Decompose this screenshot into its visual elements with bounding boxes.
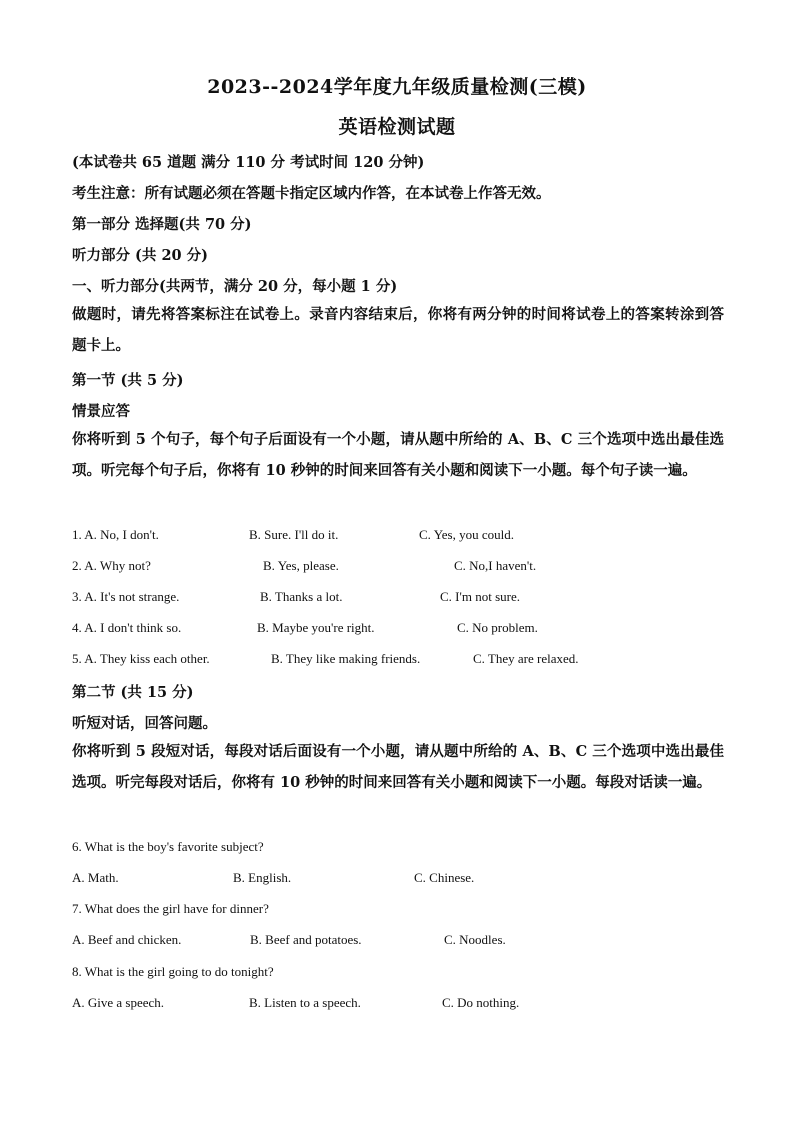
question-row	[72, 527, 732, 545]
option-b: B. Beef and potatoes.	[250, 932, 362, 947]
section-intro: 一、听力部分(共两节，满分 20 分，每小题 1 分)	[72, 278, 398, 295]
question-row	[72, 995, 732, 1013]
option-c: C. Do nothing.	[442, 995, 520, 1010]
option-a: 3. A. It's not strange.	[72, 589, 180, 604]
option-c: C. No,I haven't.	[454, 558, 537, 573]
section2-heading: 第二节 (共 15 分)	[72, 684, 194, 701]
option-a: A. Give a speech.	[72, 995, 165, 1010]
part1-heading: 第一部分 选择题(共 70 分)	[72, 216, 252, 233]
option-c: C. Noodles.	[444, 932, 506, 947]
option-b: B. Maybe you're right.	[257, 620, 375, 635]
section1-subheading: 情景应答	[72, 403, 130, 420]
question-row	[72, 932, 732, 950]
question-stem: 6. What is the boy's favorite subject?	[72, 839, 264, 854]
section2-instruction: 你将听到 5 段短对话，每段对话后面设有一个小题，请从题中所给的 A、B、C 三个选项中选出最佳选项。听完每段对话后，你将有 10 秒钟的时间来回答有关小题和阅读下一小题。每段对话读一遍。	[72, 743, 724, 791]
question-row	[72, 620, 732, 638]
option-c: C. Yes, you could.	[419, 527, 514, 542]
option-a: 1. A. No, I don't.	[72, 527, 159, 542]
question-row	[72, 589, 732, 607]
listening-instruction: 做题时，请先将答案标注在试卷上。录音内容结束后，你将有两分钟的时间将试卷上的答案转涂到答题卡上。	[72, 306, 724, 354]
option-a: 2. A. Why not?	[72, 558, 151, 573]
option-a: 5. A. They kiss each other.	[72, 651, 210, 666]
option-c: C. No problem.	[457, 620, 538, 635]
option-c: C. They are relaxed.	[473, 651, 579, 666]
option-b: B. Yes, please.	[263, 558, 339, 573]
exam-subtitle: 英语检测试题	[338, 116, 456, 138]
option-b: B. Listen to a speech.	[249, 995, 361, 1010]
option-b: B. English.	[233, 870, 292, 885]
option-b: B. Thanks a lot.	[260, 589, 343, 604]
option-a: A. Math.	[72, 870, 119, 885]
section1-instruction: 你将听到 5 个句子，每个句子后面设有一个小题，请从题中所给的 A、B、C 三个选项中选出最佳选项。听完每个句子后，你将有 10 秒钟的时间来回答有关小题和阅读下一小题。每个句子读一遍。	[72, 431, 724, 479]
question-stem: 8. What is the girl going to do tonight?	[72, 964, 274, 979]
option-b: B. They like making friends.	[271, 651, 421, 666]
exam-info: (本试卷共 65 道题 满分 110 分 考试时间 120 分钟)	[72, 154, 425, 171]
exam-title: 2023--2024学年度九年级质量检测(三模)	[207, 76, 587, 98]
section1-heading: 第一节 (共 5 分)	[72, 372, 184, 389]
section2-subheading: 听短对话，回答问题。	[72, 715, 217, 732]
question-stem: 7. What does the girl have for dinner?	[72, 901, 269, 916]
question-row	[72, 558, 732, 576]
option-c: C. Chinese.	[414, 870, 475, 885]
option-b: B. Sure. I'll do it.	[249, 527, 339, 542]
option-a: 4. A. I don't think so.	[72, 620, 182, 635]
notice: 考生注意：所有试题必须在答题卡指定区域内作答，在本试卷上作答无效。	[72, 185, 551, 202]
option-a: A. Beef and chicken.	[72, 932, 182, 947]
option-c: C. I'm not sure.	[440, 589, 520, 604]
listening-heading: 听力部分 (共 20 分)	[72, 247, 209, 264]
question-row	[72, 870, 732, 888]
question-row	[72, 651, 732, 669]
